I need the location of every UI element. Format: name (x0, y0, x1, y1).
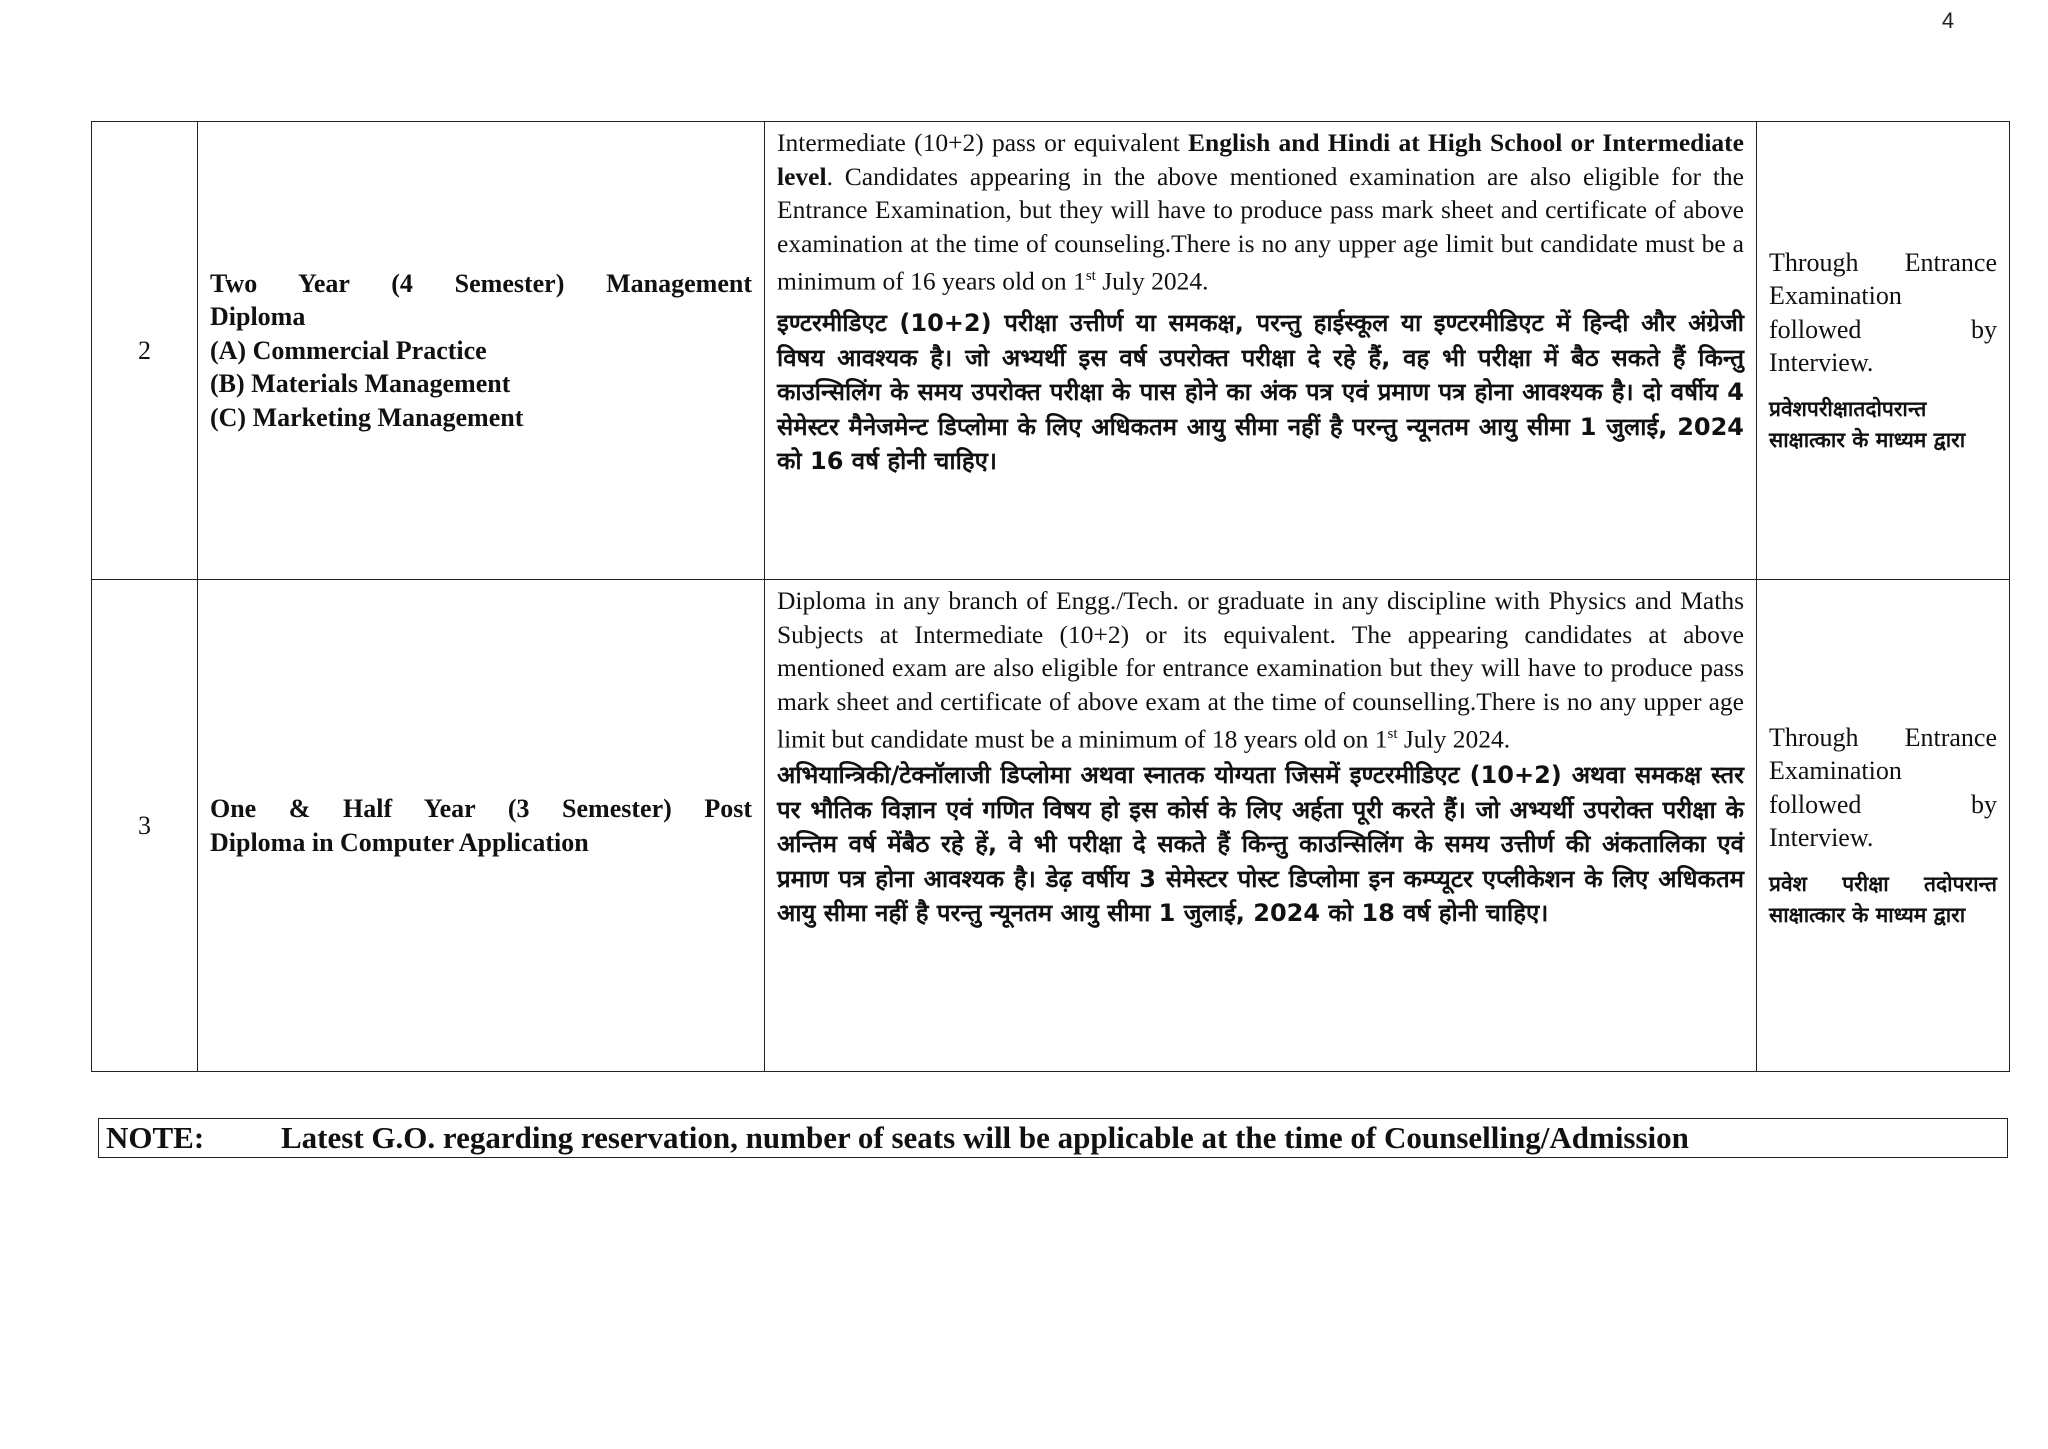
eligibility-cell (765, 122, 1757, 580)
note-text: Latest G.O. regarding reservation, number of seats will be applicable at the time of Counselling/Admission (281, 1120, 1689, 1155)
ordinal-suffix: st (1085, 268, 1096, 284)
eligibility-english (777, 584, 1744, 756)
eligibility-text: Intermediate (10+2) pass or equivalent (777, 128, 1189, 157)
page-number: 4 (1941, 8, 1955, 33)
specialisation-item: (B) Materials Management (210, 369, 511, 399)
course-title: One & Half Year (3 Semester) Post (210, 794, 752, 823)
admission-mode-cell (1757, 580, 2010, 1072)
admission-line: Interview. (1769, 823, 1874, 852)
eligibility-text: July 2024. (1095, 266, 1209, 296)
ordinal-suffix: st (1387, 726, 1398, 742)
eligibility-english (777, 126, 1744, 298)
eligibility-hindi: अभियान्त्रिकी/टेक्नॉलाजी डिप्लोमा अथवा स्नातक योग्यता जिसमें इण्टरमीडिएट (10+2) अथवा समकक्ष स्तर पर भौतिक विज्ञान एवं गणित विषय हो इस कोर्स के लिए अर्हता पूरी करते हैं। जो अभ्यर्थी उपरोक्त परीक्षा के अन्तिम वर्ष मेंबैठ रहे हें, वे भी परीक्षा दे सकते हैं किन्तु काउन्सिलिंग के समय उत्तीर्ण की अंकतालिका एवं प्रमाण पत्र होना आवश्यक है। डेढ़ वर्षीय 3 सेमेस्टर पोस्ट डिप्लोमा इन कम्प्यूटर एप्लीकेशन के लिए अधिकतम आयु सीमा नहीं है परन्तु न्यूनतम आयु सीमा 1 जुलाई, 2024 को 18 वर्ष होनी चाहिए। (777, 761, 1744, 927)
admission-mode-hindi: प्रवेशपरीक्षातदोपरान्त साक्षात्कार के माध्यम द्वारा (1769, 396, 1966, 452)
course-name (198, 122, 765, 580)
course-title-tail: Diploma (210, 302, 306, 332)
note-box (98, 1118, 2008, 1158)
admission-mode-english (1769, 721, 1997, 855)
eligibility-text: Diploma in any branch of Engg./Tech. or graduate in any discipline with Physics and Maths Subjects at Intermediate (10+2) or its equivalent. The appearing candidates at above mentioned exam are also eligible for entrance examination but they will have to produce pass mark sheet and certificate of above exam at the time of counselling.There is no any upper age limit but candidate must be a minimum of 18 years old on 1 (777, 586, 1744, 754)
admission-line: Interview. (1769, 348, 1874, 377)
courses-table (91, 121, 2010, 1072)
admission-line: followed by (1769, 314, 1997, 344)
course-title: Two Year (4 Semester) Management (210, 268, 752, 298)
admission-mode-hindi: प्रवेश परीक्षा तदोपरान्त साक्षात्कार के माध्यम द्वारा (1769, 871, 1997, 927)
table-row (92, 122, 2010, 580)
specialisation-item: (A) Commercial Practice (210, 335, 487, 365)
admission-line: Through Entrance (1769, 247, 1997, 277)
eligibility-text: July 2024. (1397, 724, 1511, 754)
course-name (198, 580, 765, 1072)
admission-line: followed by (1769, 789, 1997, 819)
note-label: NOTE: (106, 1120, 205, 1155)
admission-line: Examination (1769, 281, 1902, 310)
serial-number: 3 (92, 580, 198, 1072)
admission-mode-english (1769, 246, 1997, 380)
eligibility-bold-text: English and Hindi at High School or Intermediate level (777, 128, 1744, 191)
course-title-tail: Diploma in Computer Application (210, 827, 589, 857)
admission-line: Examination (1769, 756, 1902, 785)
specialisation-item: (C) Marketing Management (210, 402, 524, 432)
eligibility-hindi: इण्टरमीडिएट (10+2) परीक्षा उत्तीर्ण या समकक्ष, परन्तु हाईस्कूल या इण्टरमीडिएट में हिन्दी और अंग्रेजी विषय आवश्यक है। जो अभ्यर्थी इस वर्ष उपरोक्त परीक्षा दे रहे हैं, वह भी परीक्षा में बैठ सकते हैं किन्तु काउन्सिलिंग के समय उपरोक्त परीक्षा के पास होने का अंक पत्र एवं प्रमाण पत्र होना आवश्यक है। दो वर्षीय 4 सेमेस्टर मैनेजमेन्ट डिप्लोमा के लिए अधिकतम आयु सीमा नहीं है परन्तु न्यूनतम आयु सीमा 1 जुलाई, 2024 को 16 वर्ष होनी चाहिए। (777, 309, 1744, 475)
admission-line: Through Entrance (1769, 722, 1997, 752)
table-row (92, 580, 2010, 1072)
eligibility-text: . Candidates appearing in the above mentioned examination are also eligible for the Entrance Examination, but they will have to produce pass mark sheet and certificate of above examination at the time of counseling.There is no any upper age limit but candidate must be a minimum of 16 years old on 1 (777, 161, 1744, 296)
eligibility-cell (765, 580, 1757, 1072)
serial-number: 2 (92, 122, 198, 580)
admission-mode-cell (1757, 122, 2010, 580)
